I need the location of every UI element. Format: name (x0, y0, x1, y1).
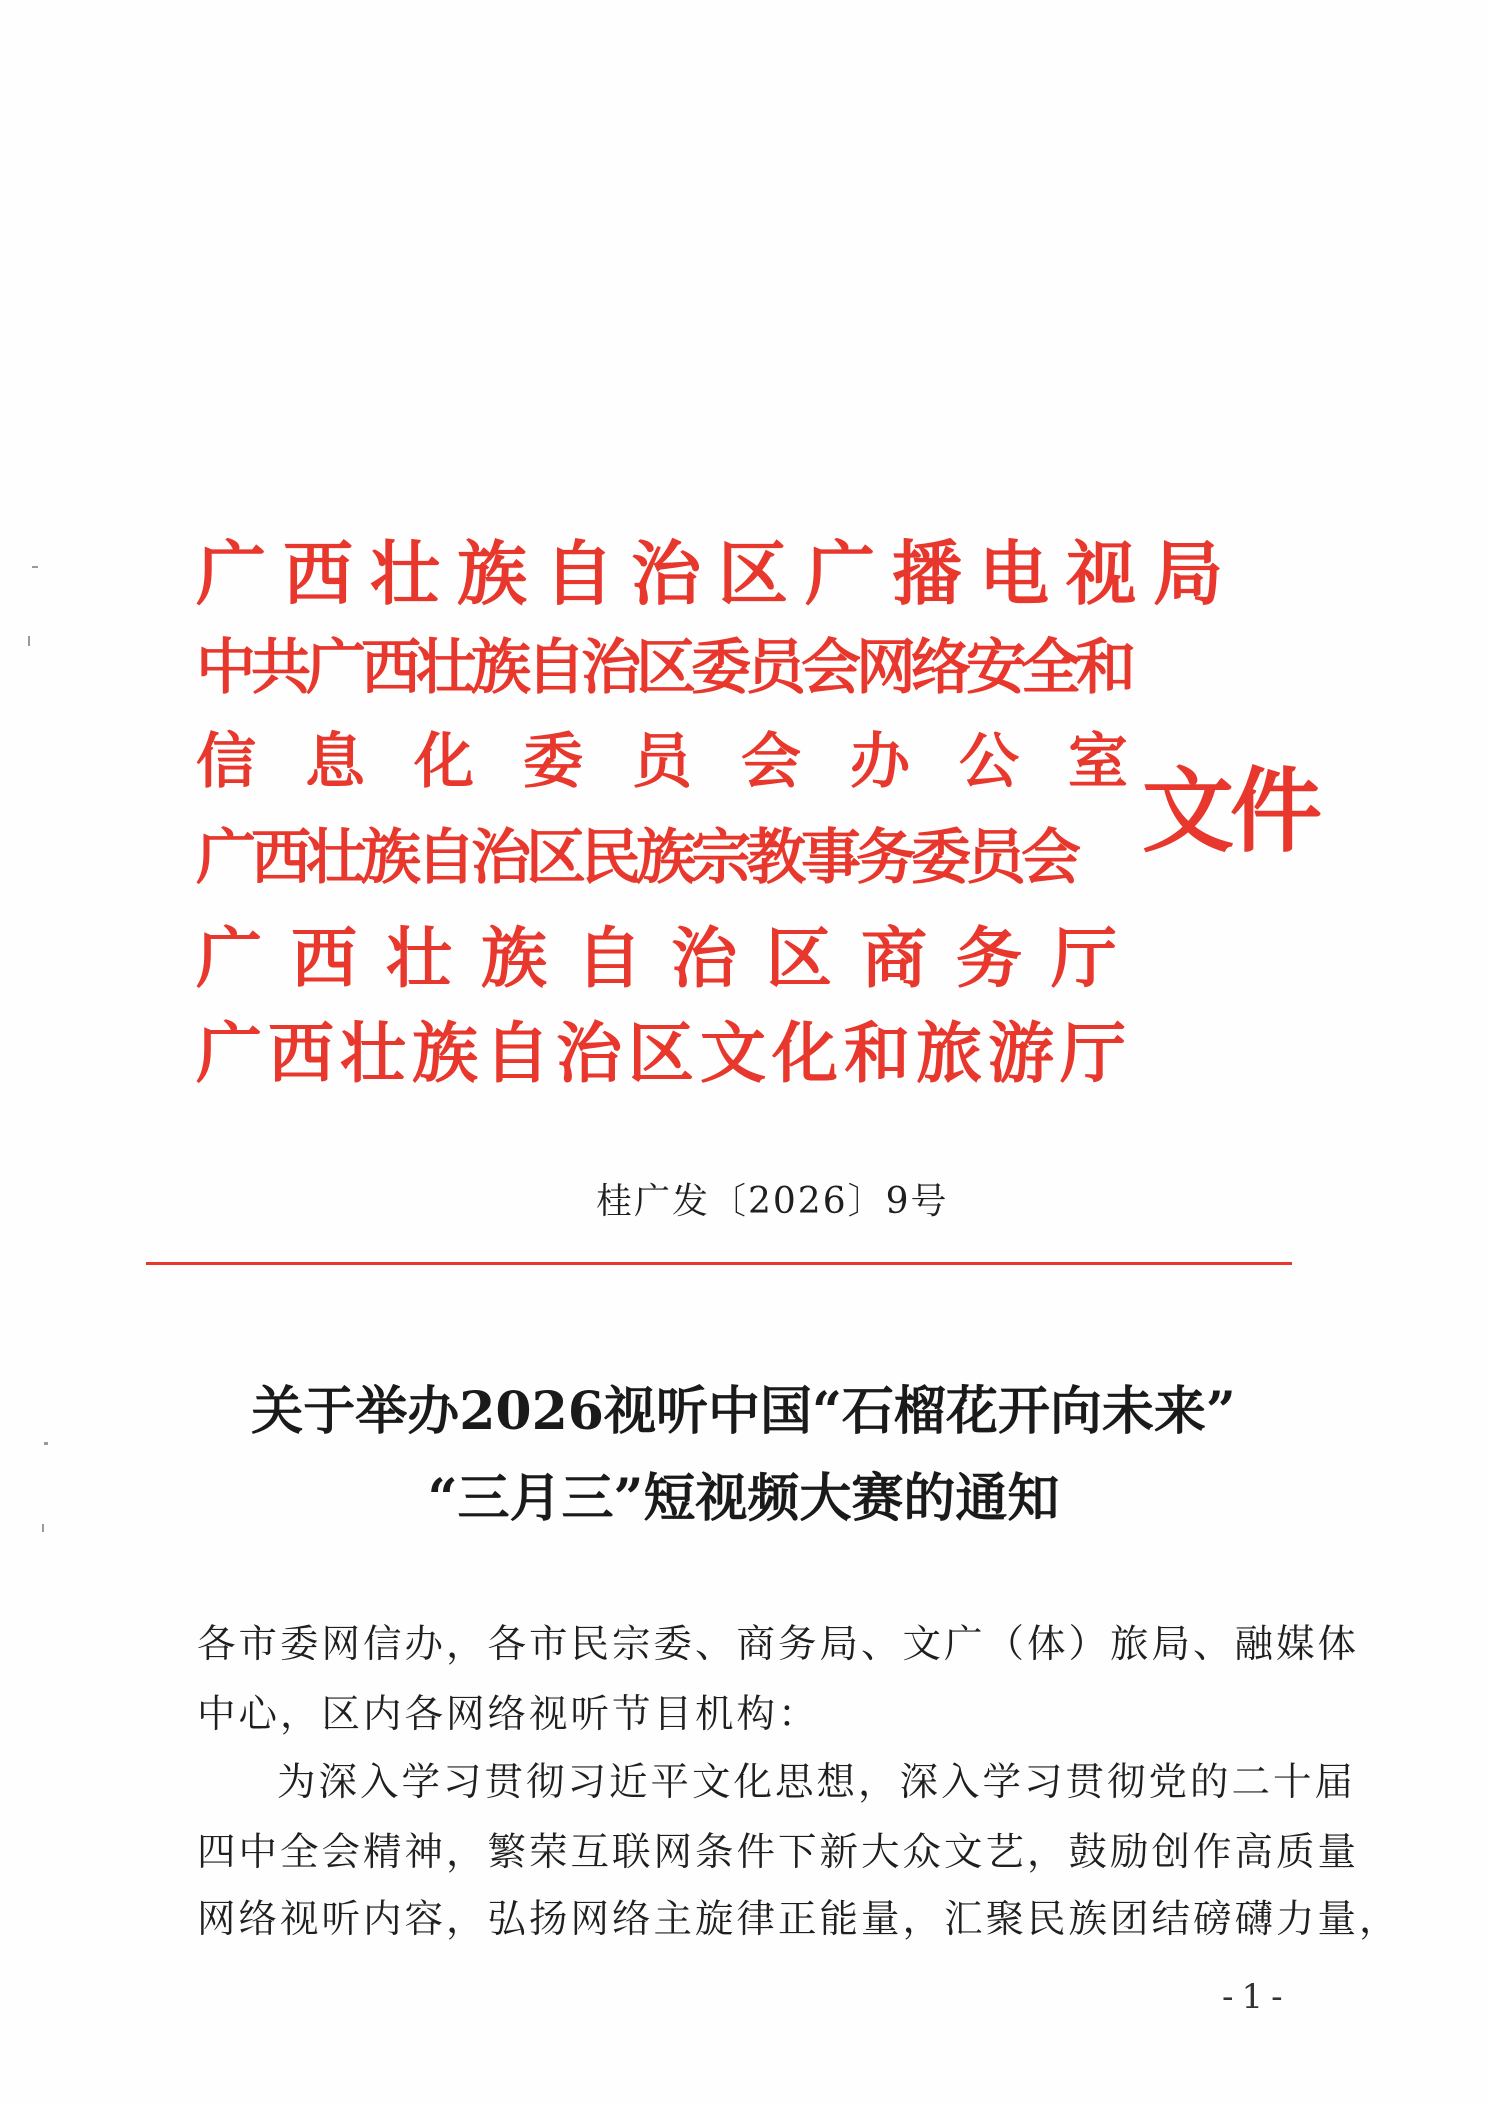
issuer-line: 广西壮族自治区广播电视局 (196, 532, 1240, 615)
document-title-line: 关于举办2026视听中国“石榴花开向未来” (251, 1381, 1236, 1442)
body-line: 四中全会精神，繁荣互联网条件下新大众文艺，鼓励创作高质量 (197, 1830, 1360, 1875)
page-number: -1- (1222, 1977, 1291, 2017)
issuer-line: 广西壮族自治区民族宗教事务委员会 (196, 823, 1076, 893)
issuer-line: 广西壮族自治区商务厅 (196, 919, 1146, 997)
scan-speck (28, 636, 30, 646)
body-line: 各市委网信办，各市民宗委、商务局、文广（体）旅局、融媒体 (197, 1622, 1360, 1667)
red-divider (146, 1262, 1292, 1265)
document-number: 桂广发〔2026〕9号 (596, 1181, 949, 1222)
document-type-label: 文件 (1142, 757, 1319, 865)
document-title-line: “三月三”短视频大赛的通知 (427, 1468, 1060, 1529)
scan-speck (32, 566, 38, 568)
body-line: 为深入学习贯彻习近平文化思想，深入学习贯彻党的二十届 (277, 1760, 1357, 1805)
body-line: 网络视听内容，弘扬网络主旋律正能量，汇聚民族团结磅礴力量， (197, 1897, 1401, 1942)
issuer-line: 中共广西壮族自治区委员会网络安全和 (196, 633, 1131, 703)
issuer-line: 广西壮族自治区文化和旅游厅 (196, 1014, 1132, 1092)
issuer-line: 信息化委员会办公室 (196, 727, 1177, 797)
body-line: 中心，区内各网络视听节目机构： (197, 1692, 820, 1737)
